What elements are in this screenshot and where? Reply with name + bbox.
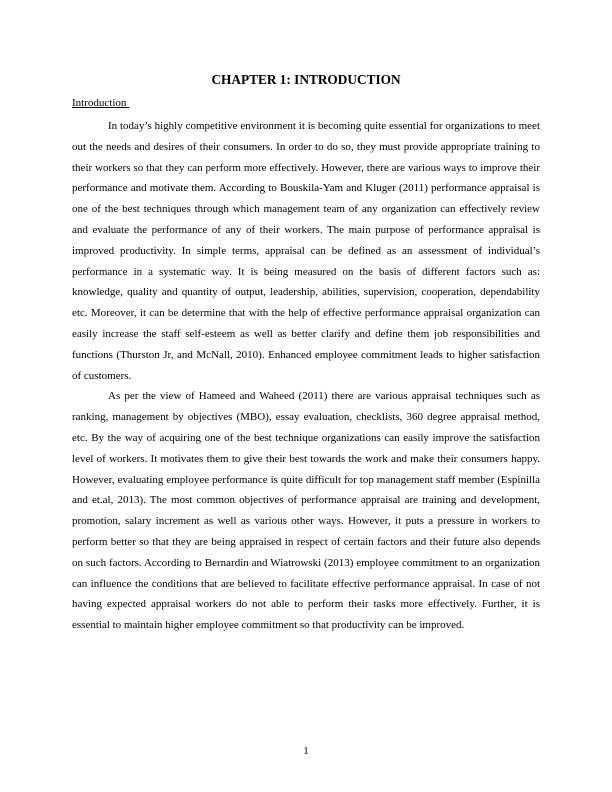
paragraph: In today’s highly competitive environment it is becoming quite essential for organizations to meet out the needs and desires of their consumers. In order to do so, they must provide appropriate training to their workers so that they can perform more effectively. However, there are various ways to improve their performance and motivate them. According to Bouskila-Yam and Kluger (2011) performance appraisal is one of the best techniques through which management team of any organization can effectively review and evaluate the performance of any of their workers. The main purpose of performance appraisal is improved productivity. In simple terms, appraisal can be defined as an assessment of individual’s performance in a systematic way. It is being measured on the basis of different factors such as: knowledge, quality and quantity of output, leadership, abilities, supervision, cooperation, dependability etc. Moreover, it can be determine that with the help of effective performance appraisal organization can easily increase the staff self-esteem as well as better clarify and define them job responsibilities and functions (Thurston Jr, and McNall, 2010). Enhanced employee commitment leads to higher satisfaction of customers. bbox=[72, 120, 540, 382]
page-number: 1 bbox=[303, 745, 309, 757]
chapter-title: CHAPTER 1: INTRODUCTION bbox=[211, 72, 401, 87]
paragraph: As per the view of Hameed and Waheed (2011) there are various appraisal techniques such as ranking, management by objectives (MBO), essay evaluation, checklists, 360 degree appraisal method, etc. By the way of acquiring one of the best technique organizations can easily improve the satisfaction level of workers. It motivates them to give their best towards the work and make their consumers happy. However, evaluating employee performance is quite difficult for top management staff member (Espinilla and et.al, 2013). The most common objectives of performance appraisal are training and development, promotion, salary increment as well as various other ways. However, it puts a pressure in workers to perform better so that they are being appraised in respect of certain factors and their future also depends on such factors. According to Bernardin and Wiatrowski (2013) employee commitment to an organization can influence the conditions that are believed to facilitate effective performance appraisal. In case of not having expected appraisal workers do not able to perform their tasks more effectively. Further, it is essential to maintain higher employee commitment so that productivity can be improved. bbox=[72, 390, 540, 632]
section-heading: Introduction bbox=[72, 97, 130, 109]
body-text bbox=[72, 116, 540, 636]
